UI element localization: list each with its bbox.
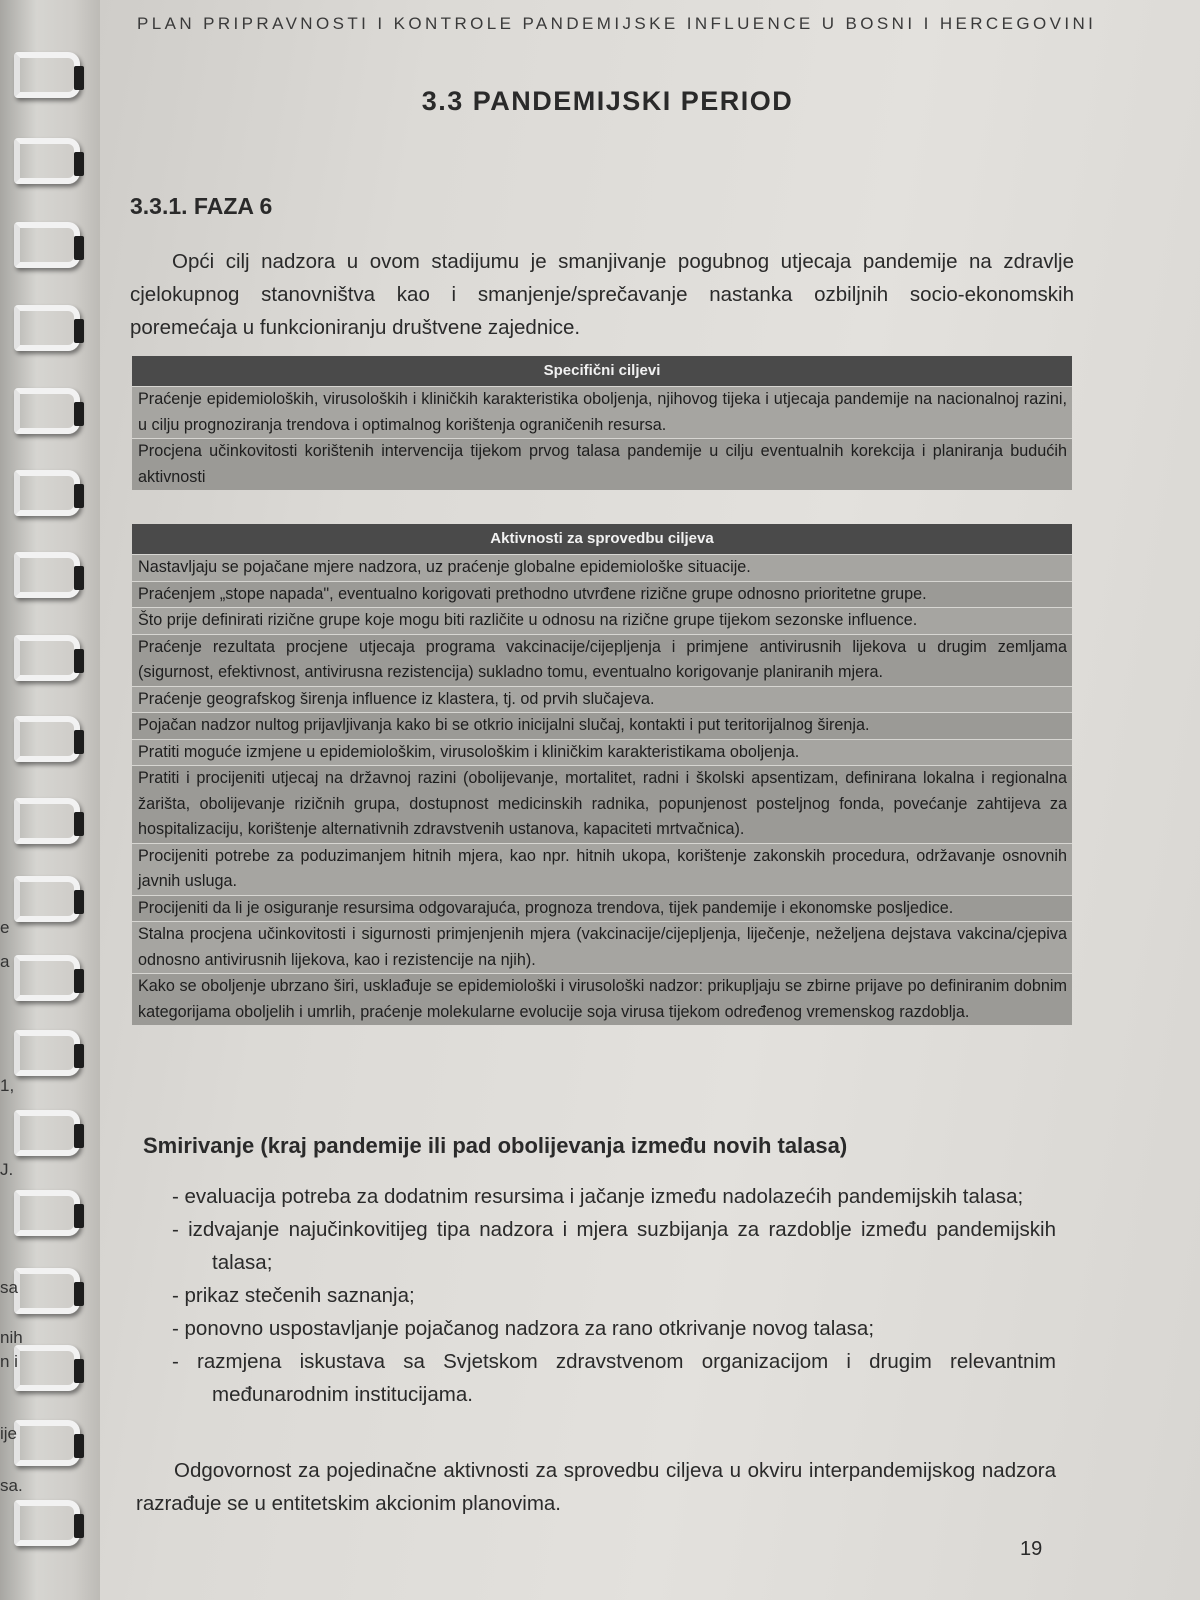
adjacent-page-fragment: nih: [0, 1328, 23, 1347]
binding-ring: [14, 305, 80, 351]
adjacent-page-fragment: J.: [0, 1160, 14, 1179]
table-row: Procjena učinkovitosti korištenih intervencija tijekom prvog talasa pandemije u cilju eventualnih korekcija i planiranja budućih aktivnosti: [132, 438, 1072, 490]
binding-ring: [14, 1420, 80, 1466]
section-title: 3.3 PANDEMIJSKI PERIOD: [421, 86, 794, 116]
binding-ring: [14, 876, 80, 922]
activities-table: [132, 524, 1072, 1025]
table-row: Praćenje epidemioloških, virusoloških i kliničkih karakteristika oboljenja, njihovog tijeka i utjecaja pandemije na nacionalnoj razini, u cilju prognoziranja trendova i optimalnog korištenja ograničenih resursa.: [132, 386, 1072, 438]
binding-ring: [14, 552, 80, 598]
binding-ring: [14, 470, 80, 516]
table-row: Što prije definirati rizične grupe koje mogu biti različite u odnosu na rizične grupe tijekom sezonske influence.: [132, 607, 1072, 634]
intro-paragraph: Opći cilj nadzora u ovom stadijumu je smanjivanje pogubnog utjecaja pandemije na zdravlje cjelokupnog stanovništva kao i smanjenje/sprečavanje nastanka ozbiljnih socio-ekonomskih poremećaja u funkcioniranju društvene zajednice.: [130, 250, 1074, 339]
list-item: - evaluacija potreba za dodatnim resursima i jačanje između nadolazećih pandemijskih talasa;: [172, 1185, 1024, 1208]
table-row: Pratiti i procijeniti utjecaj na državnoj razini (obolijevanje, mortalitet, radni i školski apsentizam, definirana lokalna i regionalna žarišta, obolijevanje rizičnih grupa, dostupnost medicinskih radnika, popunjenost posteljnog fonda, povećanje zahtijeva za hospitalizaciju, korištenje alternativnih zdravstvenih ustanova, kapaciteti mrtvačnica).: [132, 765, 1072, 843]
adjacent-page-fragment: e: [0, 918, 10, 937]
closing-paragraph: Odgovornost za pojedinačne aktivnosti za sprovedbu ciljeva u okviru interpandemijskog nadzora razrađuje se u entitetskim akcionim planovima.: [136, 1459, 1056, 1515]
binding-ring: [14, 222, 80, 268]
bullet-list: [172, 1180, 1056, 1411]
binding-ring: [14, 955, 80, 1001]
adjacent-page-fragment: n i: [0, 1352, 18, 1371]
binding-ring: [14, 1500, 80, 1546]
adjacent-page-fragment: sa: [0, 1278, 18, 1297]
table-header: Aktivnosti za sprovedbu ciljeva: [132, 524, 1072, 554]
binding-ring: [14, 1268, 80, 1314]
binding-ring: [14, 52, 80, 98]
list-item: - razmjena iskustava sa Svjetskom zdravstvenom organizacijom i drugim relevantnim međunarodnim institucijama.: [172, 1350, 1056, 1406]
table-row: Kako se oboljenje ubrzano širi, usklađuje se epidemiološki i virusološki nadzor: prikupljaju se zbirne prijave po definiranim dobnim kategorijama oboljelih i umrlih, praćenje molekularne evolucije soja virusa tijekom određenog vremenskog razdoblja.: [132, 973, 1072, 1025]
table-row: Procijeniti da li je osiguranje resursima odgovarajuća, prognoza trendova, tijek pandemije i ekonomske posljedice.: [132, 895, 1072, 922]
table-row: Pratiti moguće izmjene u epidemiološkim, virusološkim i kliničkim karakteristikama oboljenja.: [132, 739, 1072, 766]
spiral-binding: [0, 0, 105, 1600]
adjacent-page-fragment: ije: [0, 1424, 18, 1443]
binding-ring: [14, 138, 80, 184]
document-page: [100, 0, 1200, 1600]
binding-ring: [14, 635, 80, 681]
table-row: Pojačan nadzor nultog prijavljivanja kako bi se otkrio inicijalni slučaj, kontakti i put teritorijalnog širenja.: [132, 712, 1072, 739]
binding-ring: [14, 798, 80, 844]
list-item: - prikaz stečenih saznanja;: [172, 1284, 415, 1307]
subheading: Smirivanje (kraj pandemije ili pad obolijevanja između novih talasa): [143, 1133, 848, 1158]
adjacent-page-fragment: 1,: [0, 1076, 15, 1095]
list-item: - ponovno uspostavljanje pojačanog nadzora za rano otkrivanje novog talasa;: [172, 1317, 875, 1340]
table-header: Specifični ciljevi: [132, 356, 1072, 386]
specific-goals-table: [132, 356, 1072, 490]
adjacent-page-fragment: a: [0, 952, 10, 971]
binding-ring: [14, 1110, 80, 1156]
binding-ring: [14, 388, 80, 434]
binding-ring: [14, 1190, 80, 1236]
table-row: Praćenje rezultata procjene utjecaja programa vakcinacije/cijepljenja i primjene antivirusnih lijekova u drugim zemljama (sigurnost, efektivnost, antivirusna rezistencija) sukladno tomu, eventualno korigovanje planiranih mjera.: [132, 634, 1072, 686]
table-row: Stalna procjena učinkovitosti i sigurnosti primjenjenih mjera (vakcinacije/cijepljenja, liječenje, neželjena dejstava vakcina/cjepiva odnosno antivirusnih lijekova, kao i rezistencije na njih).: [132, 921, 1072, 973]
table-row: Nastavljaju se pojačane mjere nadzora, uz praćenje globalne epidemiološke situacije.: [132, 554, 1072, 581]
running-header: PLAN PRIPRAVNOSTI I KONTROLE PANDEMIJSKE INFLUENCE U BOSNI I HERCEGOVINI: [137, 14, 1097, 33]
table-row: Praćenjem „stope napada", eventualno korigovati prethodno utvrđene rizične grupe odnosno prioritetne grupe.: [132, 581, 1072, 608]
phase-title: 3.3.1. FAZA 6: [130, 193, 273, 219]
table-row: Procijeniti potrebe za poduzimanjem hitnih mjera, kao npr. hitnih ukopa, korištenje zakonskih procedura, održavanje osnovnih javnih usluga.: [132, 843, 1072, 895]
table-row: Praćenje geografskog širenja influence iz klastera, tj. od prvih slučajeva.: [132, 686, 1072, 713]
page-number: 19: [1020, 1538, 1043, 1560]
binding-ring: [14, 1030, 80, 1076]
binding-ring: [14, 716, 80, 762]
adjacent-page-fragment: sa.: [0, 1476, 23, 1495]
list-item: - izdvajanje najučinkovitijeg tipa nadzora i mjera suzbijanja za razdoblje između pandemijskih talasa;: [172, 1218, 1056, 1274]
binding-ring: [14, 1345, 80, 1391]
